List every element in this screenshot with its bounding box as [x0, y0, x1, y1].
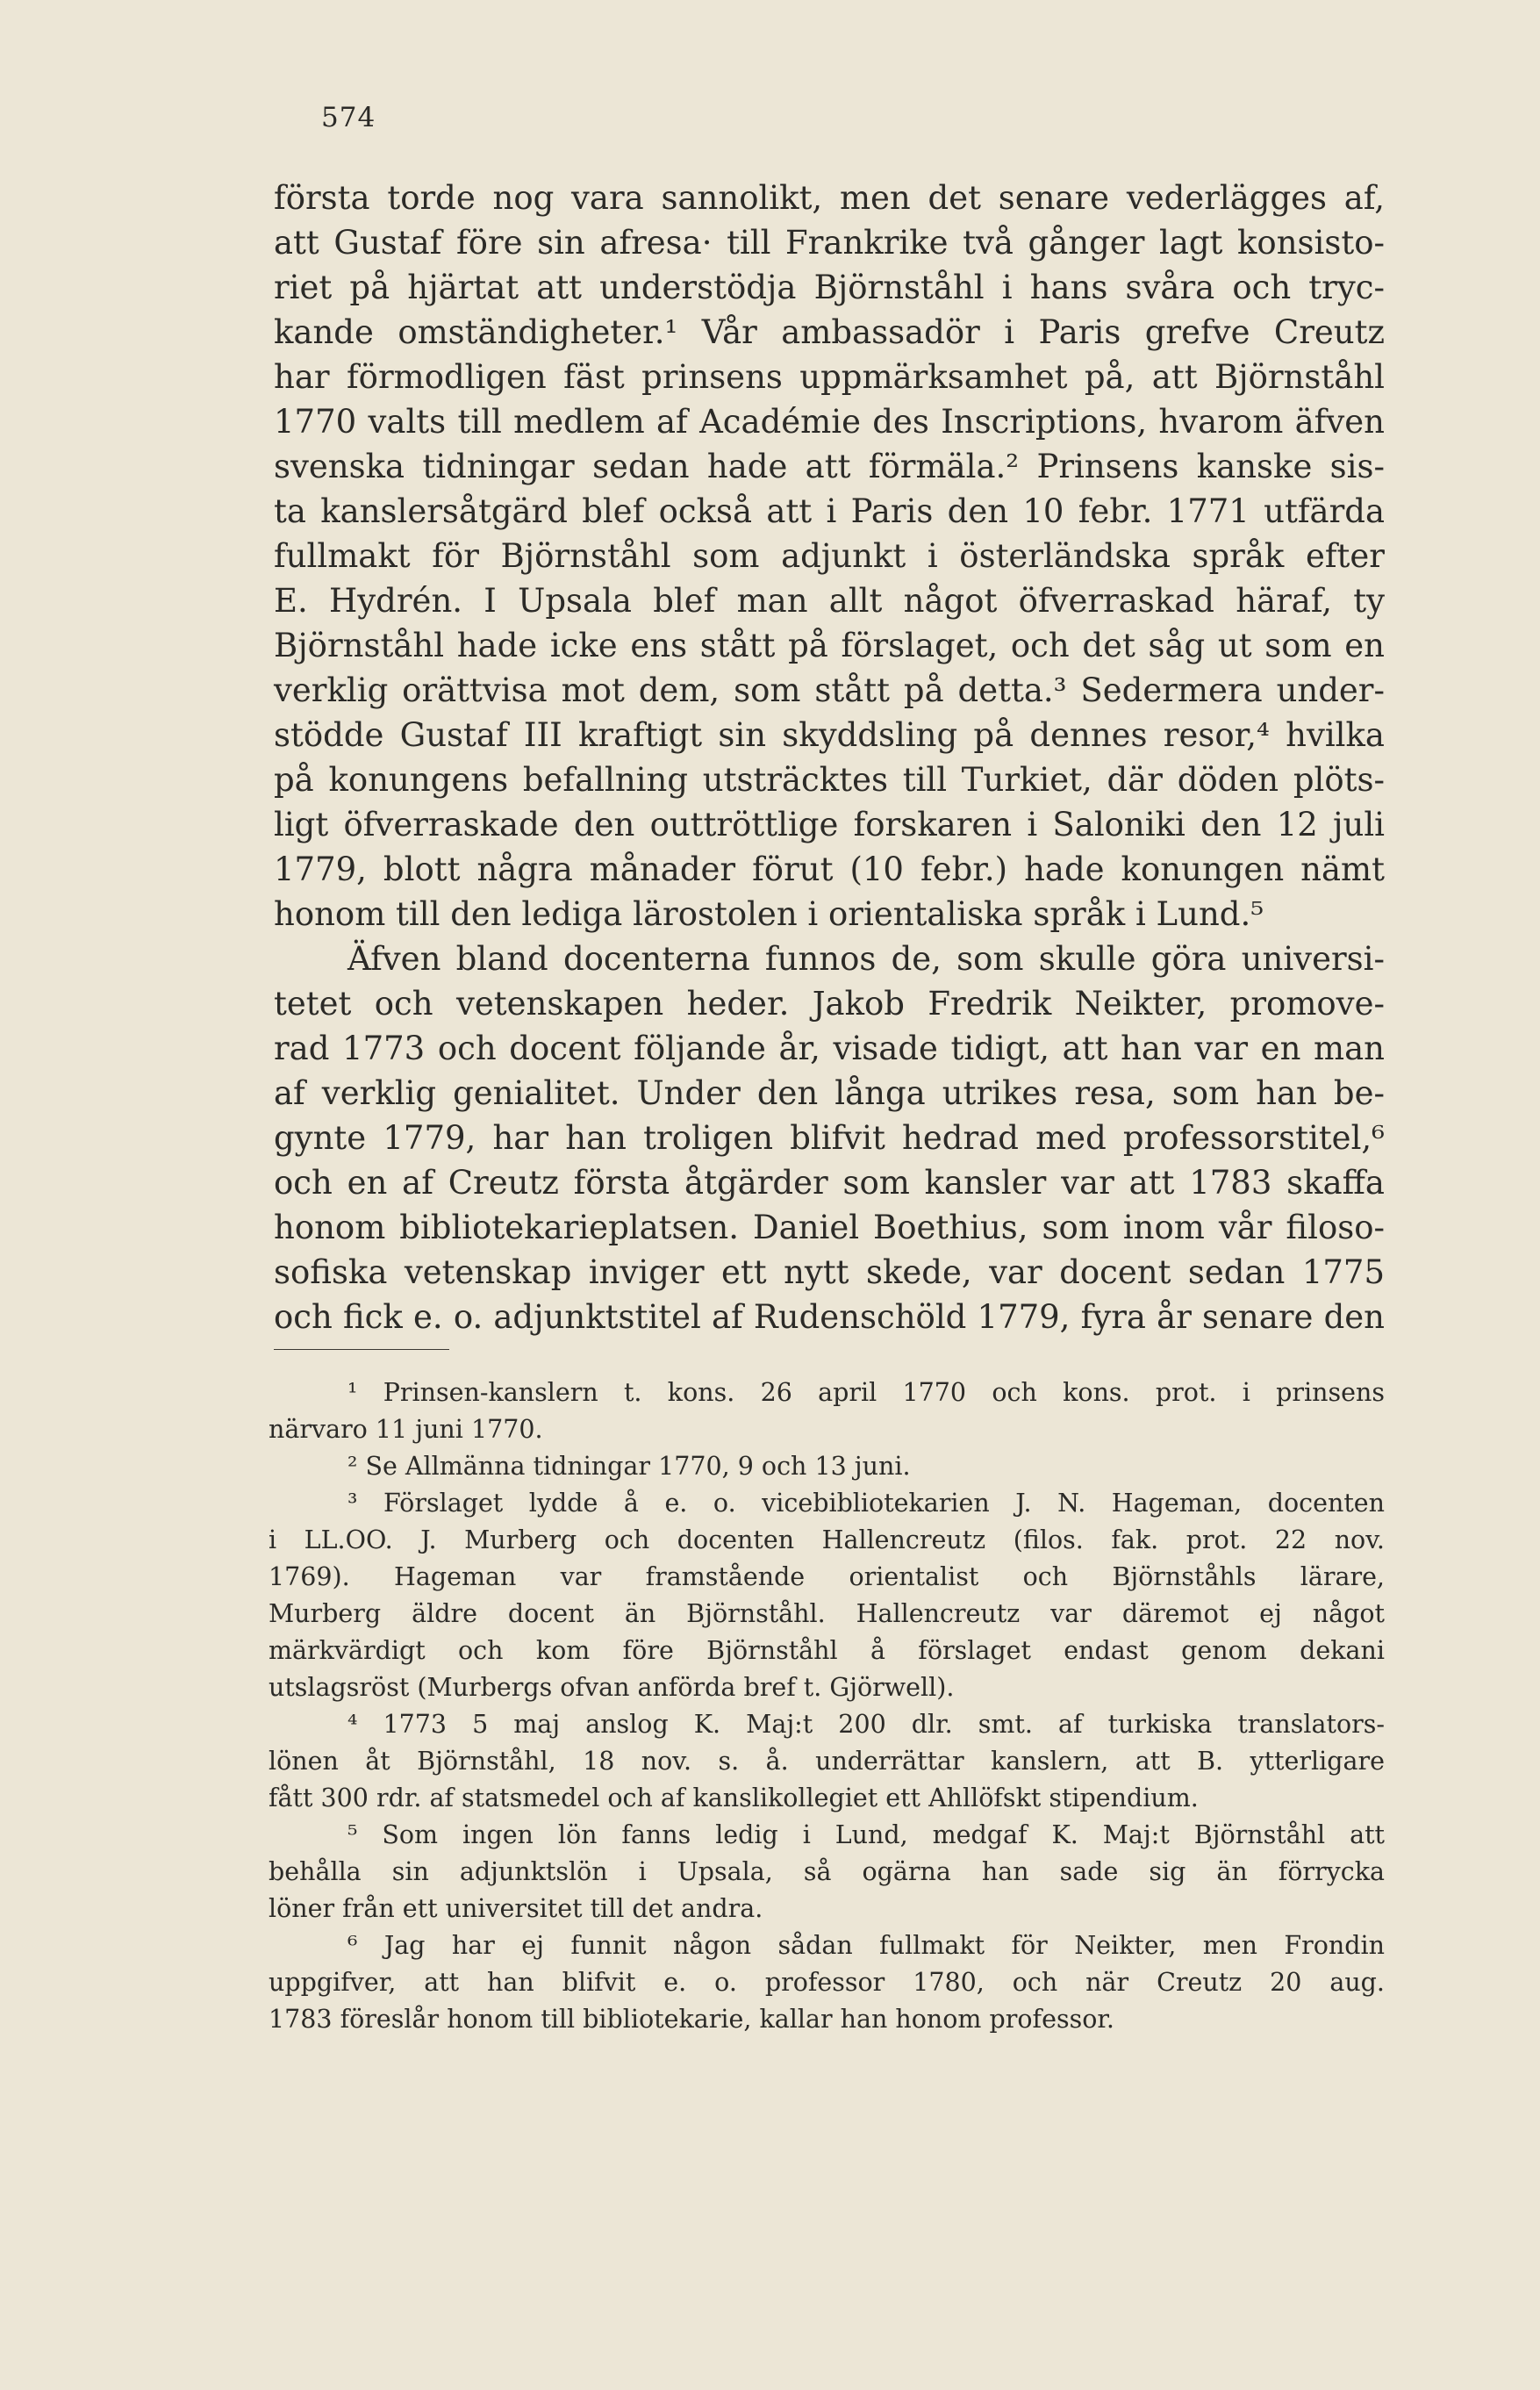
footnote-line: 1783 föreslår honom till bibliotekarie, kallar han honom professor.: [269, 2005, 1114, 2034]
body-line: tetet och vetenskapen heder. Jakob Fredrik Neikter, promove-: [274, 985, 1385, 1023]
footnote-line: ² Se Allmänna tidningar 1770, 9 och 13 juni.: [347, 1452, 911, 1481]
footnote-line: ⁵ Som ingen lön fanns ledig i Lund, medgaf K. Maj:t Björnståhl att: [347, 1820, 1385, 1849]
footnote-line: löner från ett universitet till det andra.: [269, 1894, 763, 1923]
body-line: stödde Gustaf III kraftigt sin skyddsling på dennes resor,⁴ hvilka: [274, 716, 1385, 754]
footnote-line: Murberg äldre docent än Björnståhl. Hallencreutz var däremot ej något: [269, 1599, 1385, 1628]
body-line: har förmodligen fäst prinsens uppmärksamhet på, att Björnståhl: [274, 358, 1385, 396]
footnote-line: närvaro 11 juni 1770.: [269, 1415, 543, 1444]
footnote-line: lönen åt Björnståhl, 18 nov. s. å. underrättar kanslern, att B. ytterligare: [269, 1747, 1385, 1776]
body-line: ligt öfverraskade den outtröttlige forskaren i Saloniki den 12 juli: [274, 806, 1385, 843]
footnote-line: fått 300 rdr. af statsmedel och af kanslikollegiet ett Ahllöfskt stipendium.: [269, 1784, 1199, 1812]
body-line: sofiska vetenskap inviger ett nytt skede, var docent sedan 1775: [274, 1253, 1385, 1291]
body-line: fullmakt för Björnståhl som adjunkt i österländska språk efter: [274, 537, 1385, 575]
body-line: rad 1773 och docent följande år, visade tidigt, att han var en man: [274, 1030, 1385, 1067]
footnote-divider: [274, 1349, 449, 1350]
body-line: 1779, blott några månader förut (10 febr.) hade konungen nämt: [274, 850, 1385, 888]
footnote-line: i LL.OO. J. Murberg och docenten Hallencreutz (filos. fak. prot. 22 nov.: [269, 1525, 1385, 1554]
body-line: första torde nog vara sannolikt, men det senare vederlägges af,: [274, 179, 1385, 217]
footnote-line: 1769). Hageman var framstående orientalist och Björnståhls lärare,: [269, 1562, 1385, 1591]
body-line: af verklig genialitet. Under den långa utrikes resa, som han be-: [274, 1074, 1385, 1112]
body-line: 1770 valts till medlem af Académie des Inscriptions, hvarom äfven: [274, 403, 1385, 441]
body-line: och en af Creutz första åtgärder som kansler var att 1783 skaffa: [274, 1164, 1385, 1202]
body-line: Björnståhl hade icke ens stått på förslaget, och det såg ut som en: [274, 627, 1385, 664]
body-text: [274, 176, 1385, 1339]
body-line: på konungens befallning utsträcktes till Turkiet, där döden plöts-: [274, 761, 1385, 799]
footnote-line: ⁶ Jag har ej funnit någon sådan fullmakt för Neikter, men Frondin: [347, 1931, 1385, 1960]
body-line: E. Hydrén. I Upsala blef man allt något öfverraskad häraf, ty: [274, 582, 1385, 620]
footnote-line: behålla sin adjunktslön i Upsala, så ogärna han sade sig än förrycka: [269, 1857, 1385, 1886]
footnote-line: uppgifver, att han blifvit e. o. professor 1780, och när Creutz 20 aug.: [269, 1968, 1385, 1997]
body-line: svenska tidningar sedan hade att förmäla.² Prinsens kanske sis-: [274, 448, 1385, 485]
footnote-line: utslagsröst (Murbergs ofvan anförda bref t. Gjörwell).: [269, 1673, 955, 1702]
body-line: och fick e. o. adjunktstitel af Rudenschöld 1779, fyra år senare den: [274, 1298, 1385, 1336]
body-line: honom till den lediga lärostolen i orientaliska språk i Lund.⁵: [274, 895, 1264, 933]
page-number: 574: [321, 102, 376, 133]
body-line: honom bibliotekarieplatsen. Daniel Boethius, som inom vår filoso-: [274, 1209, 1385, 1246]
footnotes: [269, 1374, 1385, 2038]
body-line: riet på hjärtat att understödja Björnståhl i hans svåra och tryc-: [274, 269, 1385, 306]
footnote-line: ⁴ 1773 5 maj anslog K. Maj:t 200 dlr. smt. af turkiska translators-: [347, 1710, 1385, 1739]
body-line: Äfven bland docenterna funnos de, som skulle göra universi-: [347, 940, 1385, 978]
body-line: ta kanslersåtgärd blef också att i Paris den 10 febr. 1771 utfärda: [274, 492, 1385, 530]
body-line: att Gustaf före sin afresa· till Frankrike två gånger lagt konsisto-: [274, 224, 1385, 262]
body-line: verklig orättvisa mot dem, som stått på detta.³ Sedermera under-: [274, 671, 1385, 709]
footnote-line: märkvärdigt och kom före Björnståhl å förslaget endast genom dekani: [269, 1636, 1385, 1665]
body-line: gynte 1779, har han troligen blifvit hedrad med professorstitel,⁶: [274, 1119, 1385, 1157]
body-line: kande omständigheter.¹ Vår ambassadör i Paris grefve Creutz: [274, 313, 1385, 351]
footnote-line: ³ Förslaget lydde å e. o. vicebibliotekarien J. N. Hageman, docenten: [347, 1489, 1385, 1518]
footnote-line: ¹ Prinsen-kanslern t. kons. 26 april 1770 och kons. prot. i prinsens: [347, 1378, 1385, 1407]
